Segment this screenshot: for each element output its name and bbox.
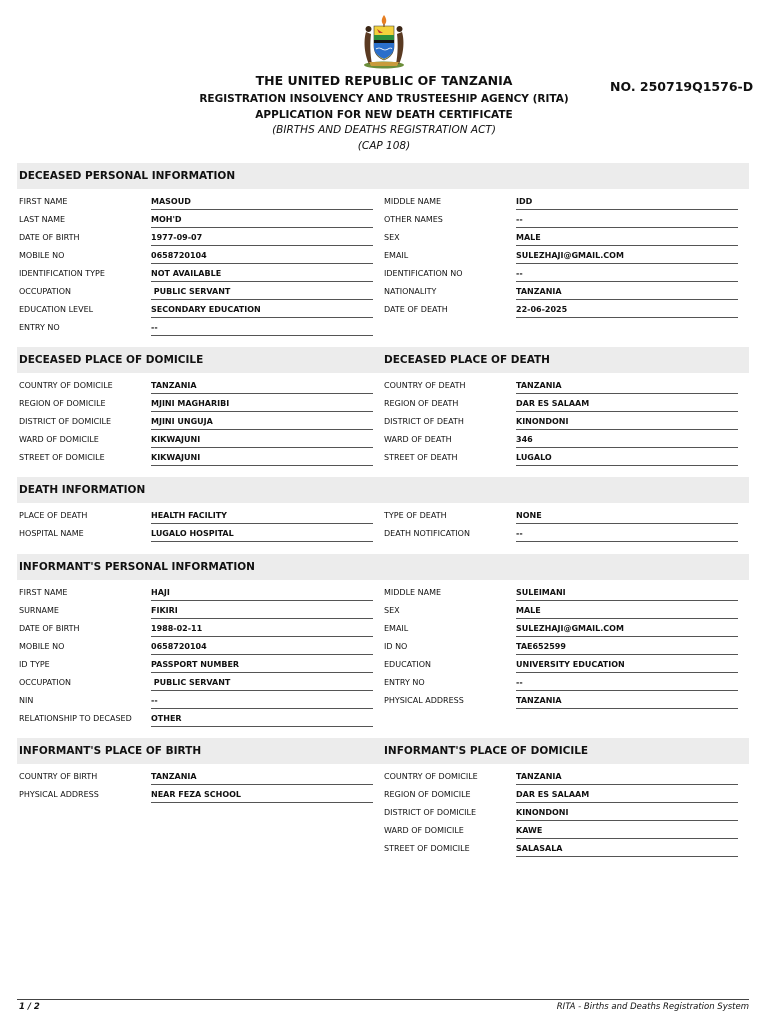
field-label: EMAIL: [384, 251, 409, 260]
field-label: DISTRICT OF DOMICILE: [384, 808, 477, 817]
field-value: MJINI MAGHARIBI: [151, 395, 373, 412]
field-label: COUNTRY OF DEATH: [384, 381, 466, 390]
field-label: MIDDLE NAME: [384, 197, 442, 206]
field-label: ENTRY NO: [384, 678, 425, 687]
document-header: [0, 0, 768, 160]
field-value: SULEZHAJI@GMAIL.COM: [516, 247, 738, 264]
section-header: [17, 554, 749, 580]
field-value: MALE: [516, 602, 738, 619]
section-header: [17, 738, 749, 764]
field-value: TANZANIA: [516, 692, 738, 709]
field-value: TANZANIA: [516, 283, 738, 300]
field-value: NEAR FEZA SCHOOL: [151, 786, 373, 803]
field-value: PASSPORT NUMBER: [151, 656, 373, 673]
field-value: OTHER: [151, 710, 373, 727]
field-label: COUNTRY OF BIRTH: [19, 772, 98, 781]
section-title: INFORMANT'S PERSONAL INFORMATION: [19, 561, 255, 573]
field-value: KINONDONI: [516, 804, 738, 821]
section-title: DEATH INFORMATION: [19, 484, 146, 496]
field-value: SULEIMANI: [516, 584, 738, 601]
field-label: ID NO: [384, 642, 408, 651]
field-label: FIRST NAME: [19, 197, 68, 206]
field-label: ID TYPE: [19, 660, 50, 669]
section-title-left: INFORMANT'S PLACE OF BIRTH: [19, 745, 202, 757]
field-value: MASOUD: [151, 193, 373, 210]
field-value: KINONDONI: [516, 413, 738, 430]
field-label: ENTRY NO: [19, 323, 60, 332]
field-label: MIDDLE NAME: [384, 588, 442, 597]
field-value: DAR ES SALAAM: [516, 395, 738, 412]
section-title-left: DECEASED PLACE OF DOMICILE: [19, 354, 204, 366]
field-value: TANZANIA: [516, 768, 738, 785]
field-value: --: [516, 674, 738, 691]
field-label: RELATIONSHIP TO DECASED: [19, 714, 132, 723]
field-value: HEALTH FACILITY: [151, 507, 373, 524]
field-label: MOBILE NO: [19, 251, 65, 260]
field-value: TANZANIA: [516, 377, 738, 394]
field-value: --: [151, 692, 373, 709]
field-label: EDUCATION LEVEL: [19, 305, 94, 314]
field-label: DEATH NOTIFICATION: [384, 529, 470, 538]
footer-divider: [17, 999, 749, 1000]
field-value: --: [151, 319, 373, 336]
field-label: DISTRICT OF DOMICILE: [19, 417, 112, 426]
field-label: EMAIL: [384, 624, 409, 633]
section-header: [17, 163, 749, 189]
field-value: TANZANIA: [151, 377, 373, 394]
coat-of-arms-emblem: [357, 12, 411, 70]
field-value: PUBLIC SERVANT: [151, 674, 373, 691]
death-information-section: [17, 477, 749, 549]
field-value: NONE: [516, 507, 738, 524]
field-label: COUNTRY OF DOMICILE: [384, 772, 478, 781]
field-label: SEX: [384, 606, 400, 615]
section-title: DECEASED PERSONAL INFORMATION: [19, 170, 236, 182]
field-label: IDENTIFICATION TYPE: [19, 269, 105, 278]
field-label: LAST NAME: [19, 215, 66, 224]
field-value: TANZANIA: [151, 768, 373, 785]
field-value: MJINI UNGUJA: [151, 413, 373, 430]
field-label: MOBILE NO: [19, 642, 65, 651]
cap-reference: (CAP 108): [357, 140, 411, 152]
section-header: [17, 477, 749, 503]
domicile-death-section: [17, 347, 749, 472]
field-value: 1988-02-11: [151, 620, 373, 637]
field-label: WARD OF DOMICILE: [19, 435, 99, 444]
field-label: DATE OF DEATH: [384, 305, 448, 314]
field-value: SALASALA: [516, 840, 738, 857]
field-label: OCCUPATION: [19, 287, 72, 296]
field-label: DATE OF BIRTH: [19, 624, 80, 633]
field-label: OCCUPATION: [19, 678, 72, 687]
field-value: DAR ES SALAAM: [516, 786, 738, 803]
section-title-right: DECEASED PLACE OF DEATH: [384, 354, 550, 366]
field-label: REGION OF DOMICILE: [19, 399, 106, 408]
field-value: KAWE: [516, 822, 738, 839]
field-value: --: [516, 525, 738, 542]
page-number: 1 / 2: [19, 1002, 40, 1012]
agency-name: REGISTRATION INSOLVENCY AND TRUSTEESHIP AGENCY (RITA): [199, 93, 569, 105]
field-label: TYPE OF DEATH: [384, 511, 447, 520]
field-value: KIKWAJUNI: [151, 431, 373, 448]
field-value: SULEZHAJI@GMAIL.COM: [516, 620, 738, 637]
field-label: STREET OF DOMICILE: [384, 844, 470, 853]
section-header: [17, 347, 749, 373]
field-label: STREET OF DOMICILE: [19, 453, 105, 462]
field-value: --: [516, 211, 738, 228]
field-value: MOH'D: [151, 211, 373, 228]
section-title-right: INFORMANT'S PLACE OF DOMICILE: [384, 745, 589, 757]
field-label: SEX: [384, 233, 400, 242]
field-value: NOT AVAILABLE: [151, 265, 373, 282]
application-number: NO. 250719Q1576-D: [610, 79, 754, 94]
field-value: --: [516, 265, 738, 282]
field-label: PHYSICAL ADDRESS: [384, 696, 464, 705]
application-title: APPLICATION FOR NEW DEATH CERTIFICATE: [255, 109, 513, 121]
field-label: NATIONALITY: [384, 287, 437, 296]
informant-personal-section: [17, 554, 749, 734]
deceased-personal-section: [17, 163, 749, 343]
field-label: DATE OF BIRTH: [19, 233, 80, 242]
field-value: LUGALO: [516, 449, 738, 466]
field-value: HAJI: [151, 584, 373, 601]
field-label: HOSPITAL NAME: [19, 529, 84, 538]
system-name: RITA - Births and Deaths Registration System: [556, 1002, 749, 1012]
informant-places-section: [17, 738, 749, 863]
field-value: KIKWAJUNI: [151, 449, 373, 466]
field-value: IDD: [516, 193, 738, 210]
field-label: EDUCATION: [384, 660, 432, 669]
field-label: REGION OF DEATH: [384, 399, 459, 408]
field-label: COUNTRY OF DOMICILE: [19, 381, 113, 390]
field-label: OTHER NAMES: [384, 215, 443, 224]
field-label: REGION OF DOMICILE: [384, 790, 471, 799]
field-value: UNIVERSITY EDUCATION: [516, 656, 738, 673]
field-label: PHYSICAL ADDRESS: [19, 790, 99, 799]
field-label: NIN: [19, 696, 34, 705]
field-label: WARD OF DOMICILE: [384, 826, 464, 835]
field-value: 0658720104: [151, 638, 373, 655]
field-value: 22-06-2025: [516, 301, 738, 318]
field-value: PUBLIC SERVANT: [151, 283, 373, 300]
field-label: SURNAME: [19, 606, 59, 615]
field-value: LUGALO HOSPITAL: [151, 525, 373, 542]
republic-title: THE UNITED REPUBLIC OF TANZANIA: [255, 73, 513, 88]
act-reference: (BIRTHS AND DEATHS REGISTRATION ACT): [272, 124, 496, 136]
field-label: PLACE OF DEATH: [19, 511, 88, 520]
field-label: DISTRICT OF DEATH: [384, 417, 464, 426]
field-label: WARD OF DEATH: [384, 435, 452, 444]
field-label: STREET OF DEATH: [384, 453, 458, 462]
field-value: 0658720104: [151, 247, 373, 264]
field-value: 346: [516, 431, 738, 448]
field-value: 1977-09-07: [151, 229, 373, 246]
field-value: FIKIRI: [151, 602, 373, 619]
field-label: IDENTIFICATION NO: [384, 269, 463, 278]
field-label: FIRST NAME: [19, 588, 68, 597]
field-value: TAE652599: [516, 638, 738, 655]
field-value: MALE: [516, 229, 738, 246]
field-value: SECONDARY EDUCATION: [151, 301, 373, 318]
